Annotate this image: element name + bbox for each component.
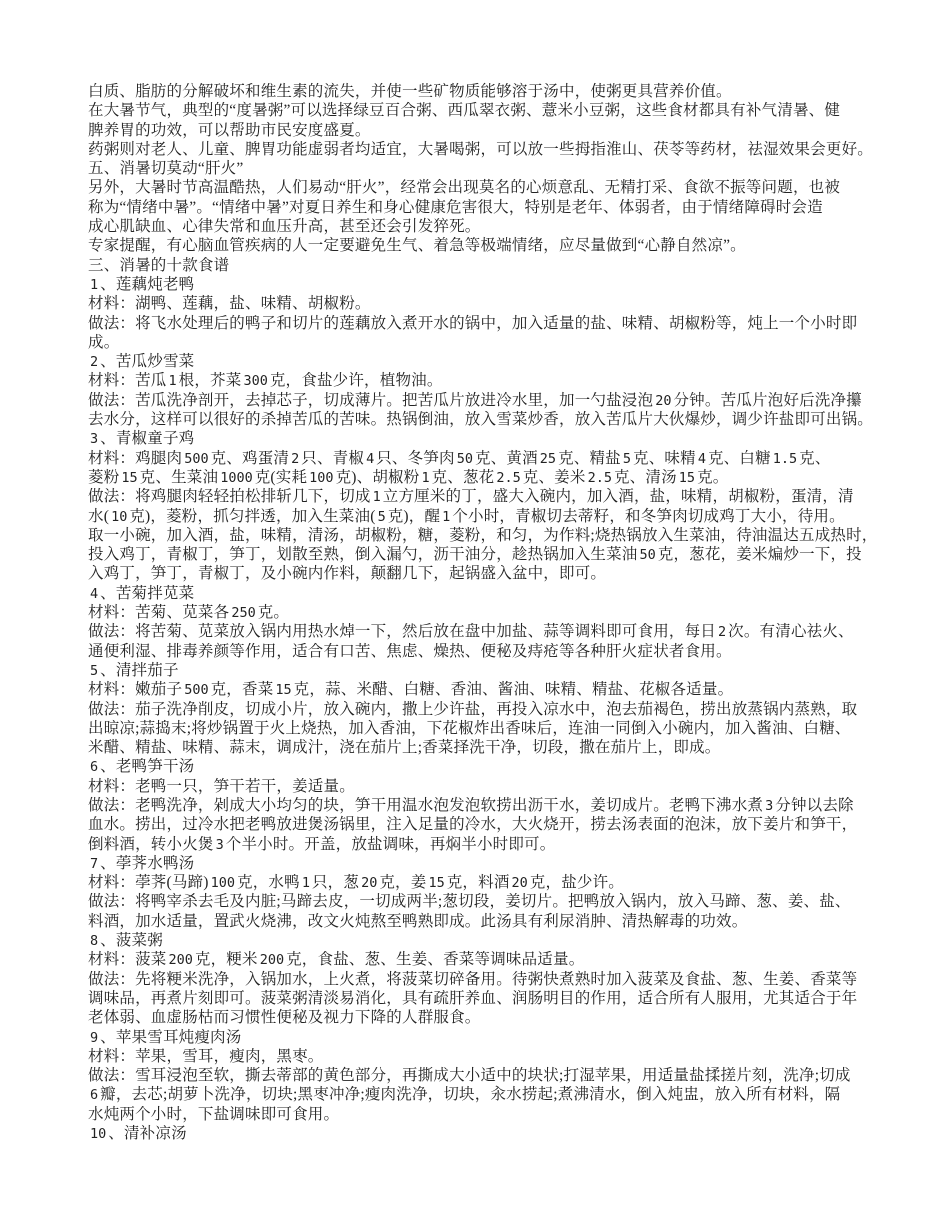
text-line: 成心肌缺血、心律失常和血压升高，甚至还会引发猝死。 <box>88 218 481 236</box>
text-line: 材料：荸荠(马蹄) 100 克，水鸭 1 只，葱 20 克，姜 15 克，料酒 20 克，盐少许。 <box>88 874 624 892</box>
text-line: 取一小碗，加入酒，盐，味精，清汤，胡椒粉，糖，菱粉，和匀，为作料;烧热锅放入生菜油，待油温达五成热时， <box>88 526 878 544</box>
numeric-value: 1 <box>421 469 430 486</box>
document-text-block <box>88 82 950 1143</box>
text-line: 在大暑节气，典型的“度暑粥”可以选择绿豆百合粥、西瓜翠衣粥、薏米小豆粥，这些食材都具有补气清暑、健 <box>88 102 841 120</box>
numeric-value: 5 <box>377 508 386 525</box>
numeric-value: 3 <box>215 836 224 853</box>
numeric-value: 1.5 <box>772 450 798 467</box>
text-line: 材料：苹果，雪耳，瘦肉，黑枣。 <box>88 1047 324 1065</box>
numeric-value: 20 <box>511 875 528 892</box>
numeric-value: 15 <box>678 469 696 486</box>
text-line: 水( 10 克)，菱粉，抓匀拌透，加入生菜油( 5 克)，醒 1 个小时，青椒切去蒂籽，和冬笋肉切成鸡丁大小，待用。 <box>88 507 845 525</box>
text-line: 出晾凉;蒜捣末;将炒锅置于火上烧热，加入香油，下花椒炸出香味后，连油一同倒入小碗内，加入酱油、白糖、 <box>88 719 851 737</box>
numeric-value: 1000 <box>220 469 253 486</box>
text-line: 入鸡丁，笋丁，青椒丁，及小碗内作料，颠翻几下，起锅盛入盆中，即可。 <box>88 565 607 583</box>
numeric-value: 10 <box>90 1126 107 1143</box>
text-line: 材料：菠菜 200 克，粳米 200 克，食盐、葱、生姜、香菜等调味品适量。 <box>88 951 585 969</box>
numeric-value: 500 <box>184 682 209 699</box>
text-line: 6 、老鸭笋干汤 <box>90 758 195 776</box>
numeric-value: 25 <box>539 450 557 467</box>
numeric-value: 50 <box>456 450 473 467</box>
numeric-value: 6 <box>90 1087 99 1104</box>
numeric-value: 100 <box>210 875 236 892</box>
text-line: 做法：将鸭宰杀去毛及内脏;马蹄去皮，一切成两半;葱切段，姜切片。把鸭放入锅内，放入马蹄、葱、姜、盐、 <box>88 893 851 911</box>
text-line: 8 、菠菜粥 <box>90 932 163 950</box>
text-line: 倒料酒，转小火煲 3 个半小时。开盖，放盐调味，再焖半小时即可。 <box>88 835 556 853</box>
numeric-value: 4 <box>90 585 99 602</box>
numeric-value: 1 <box>168 373 177 390</box>
text-line: 专家提醒，有心脑血管疾病的人一定要避免生气、着急等极端情绪，应尽量做到“心静自然凉”。 <box>88 237 746 255</box>
text-line: 3 、青椒童子鸡 <box>90 430 195 448</box>
text-line: 6 瓣，去芯;胡萝卜洗净，切块;黑枣冲净;瘦肉洗净，切块，汆水捞起;煮沸清水，倒入炖盅，放入所有材料，隔 <box>90 1086 841 1104</box>
text-line: 材料：鸡腿肉 500 克、鸡蛋清 2 只、青椒 4 只、冬笋肉 50 克、黄酒 25 克、精盐 5 克、味精 4 克、白糖 1.5 克、 <box>88 449 831 467</box>
numeric-value: 15 <box>121 469 138 486</box>
numeric-value: 250 <box>231 605 256 622</box>
text-line: 白质、脂肪的分解破坏和维生素的流失，并使一些矿物质能够溶于汤中，使粥更具营养价值。 <box>88 83 732 100</box>
text-line: 另外，大暑时节高温酷热，人们易动“肝火”，经常会出现莫名的心烦意乱、无精打采、食欲不振等问题，也被 <box>88 179 841 197</box>
text-line: 五、消暑切莫动“肝火” <box>88 160 244 178</box>
numeric-value: 2 <box>291 450 300 467</box>
numeric-value: 3 <box>90 431 99 448</box>
text-line: 2 、苦瓜炒雪菜 <box>90 353 195 371</box>
text-line: 9 、苹果雪耳炖瘦肉汤 <box>90 1028 242 1046</box>
text-line: 药粥则对老人、儿童、脾胃功能虚弱者均适宜，大暑喝粥，可以放一些拇指淮山、茯苓等药材，祛湿效果会更好。 <box>88 140 874 158</box>
text-line: 去水分，这样可以很好的杀掉苦瓜的苦味。热锅倒油，放入雪菜炒香，放入苦瓜片大伙爆炒，调少许盐即可出锅。 <box>88 411 874 429</box>
numeric-value: 2 <box>718 624 727 641</box>
text-line: 菱粉 15 克、生菜油 1000 克(实耗 100 克)、胡椒粉 1 克、葱花 2.5 克、姜米 2.5 克、清汤 15 克。 <box>88 468 729 486</box>
numeric-value: 4 <box>697 450 706 467</box>
text-line: 称为“情绪中暑”。“情绪中暑”对夏日养生和身心健康危害很大，特别是老年、体弱者，由于情绪障碍时会造 <box>88 198 823 216</box>
text-line: 老体弱、血虚肠枯而习惯性便秘及视力下降的人群服食。 <box>88 1009 481 1027</box>
text-line: 通便利湿、排毒养颜等作用，适合有口苦、焦虑、燥热、便秘及痔疮等各种肝火症状者食用。 <box>88 642 732 660</box>
numeric-value: 1 <box>90 276 99 293</box>
numeric-value: 9 <box>90 1029 99 1046</box>
numeric-value: 5 <box>90 662 99 679</box>
numeric-value: 2.5 <box>496 469 521 486</box>
text-line: 材料：嫩茄子 500 克，香菜 15 克，蒜、米醋、白糖、香油、酱油、味精、精盐、花椒各适量。 <box>88 681 734 699</box>
text-line: 做法：苦瓜洗净剖开，去掉芯子，切成薄片。把苦瓜片放进冷水里，加一勺盐浸泡 20 分钟。苦瓜片泡好后洗净攥 <box>88 391 862 409</box>
numeric-value: 1 <box>301 875 310 892</box>
numeric-value: 200 <box>259 952 285 969</box>
numeric-value: 1 <box>372 489 381 506</box>
text-line: 5 、清拌茄子 <box>90 661 179 679</box>
numeric-value: 4 <box>366 450 375 467</box>
numeric-value: 2 <box>90 354 99 371</box>
text-line: 1 、莲藕炖老鸭 <box>90 275 195 293</box>
numeric-value: 20 <box>655 392 672 409</box>
numeric-value: 7 <box>90 855 99 872</box>
text-line: 血水。捞出，过冷水把老鸭放进煲汤锅里，注入足量的冷水，大火烧开，捞去汤表面的泡沫，放下姜片和笋干， <box>88 816 858 834</box>
text-line: 7 、荸荠水鸭汤 <box>90 854 195 872</box>
numeric-value: 15 <box>275 682 292 699</box>
text-line: 材料：老鸭一只，笋干若干，姜适量。 <box>88 777 355 795</box>
text-line: 材料：苦菊、苋菜各 250 克。 <box>88 604 290 622</box>
text-line: 做法：老鸭洗净，剁成大小均匀的块，笋干用温水泡发泡软捞出沥干水，姜切成片。老鸭下沸水煮 3 分钟以去除 <box>88 796 854 814</box>
text-line: 做法：先将粳米洗净，入锅加水，上火煮，将菠菜切碎备用。待粥快煮熟时加入菠菜及食盐、葱、生姜、香菜等 <box>88 970 858 988</box>
text-line: 三、消暑的十款食谱 <box>88 256 230 274</box>
numeric-value: 15 <box>428 875 445 892</box>
text-line: 10 、清补凉汤 <box>90 1125 187 1143</box>
text-line: 投入鸡丁，青椒丁，笋丁，划散至熟，倒入漏勺，沥干油分，趁热锅加入生菜油 50 克，葱花，姜米煸炒一下，投 <box>88 546 862 564</box>
text-line: 4 、苦菊拌苋菜 <box>90 584 195 602</box>
numeric-value: 6 <box>90 759 99 776</box>
numeric-value: 100 <box>309 469 334 486</box>
numeric-value: 3 <box>765 797 774 814</box>
text-line: 材料：苦瓜 1 根，芥菜 300 克，食盐少许，植物油。 <box>88 372 443 390</box>
text-line: 做法：将飞水处理后的鸭子和切片的莲藕放入煮开水的锅中，加入适量的盐、味精、胡椒粉等，炖上一个小时即 <box>88 314 858 332</box>
numeric-value: 5 <box>622 450 632 467</box>
numeric-value: 300 <box>243 373 268 390</box>
text-line: 调味品，再煮片刻即可。菠菜粥清淡易消化，具有疏肝养血、润肠明目的作用，适合所有人服用，尤其适合于年 <box>88 989 858 1007</box>
numeric-value: 500 <box>184 450 209 467</box>
numeric-value: 1 <box>442 508 451 525</box>
text-line: 做法：将鸡腿肉轻轻拍松排斩几下，切成 1 立方厘米的丁，盛大入碗内，加入酒，盐，味精，胡椒粉，蛋清，清 <box>88 488 854 506</box>
text-line: 做法：茄子洗净削皮，切成小片，放入碗内，撒上少许盐，再投入凉水中，泡去茄褐色，捞出放蒸锅内蒸熟，取 <box>88 700 858 718</box>
numeric-value: 200 <box>168 952 193 969</box>
text-line: 做法：将苦菊、苋菜放入锅内用热水焯一下，然后放在盘中加盐、蒜等调料即可食用，每日 2 次。有清心祛火、 <box>88 623 854 641</box>
text-line: 米醋、精盐、味精、蒜末，调成汁，浇在茄片上;香菜择洗干净，切段，撒在茄片上，即成。 <box>88 739 721 757</box>
numeric-value: 8 <box>90 933 99 950</box>
text-line: 做法：雪耳浸泡至软，撕去蒂部的黄色部分，再撕成大小适中的块状;打湿苹果，用适量盐揉搓片刻，洗净;切成 <box>88 1067 851 1085</box>
text-line: 成。 <box>88 333 120 351</box>
text-line: 水炖两个小时，下盐调味即可食用。 <box>88 1105 340 1123</box>
numeric-value: 10 <box>111 508 128 525</box>
numeric-value: 20 <box>361 875 378 892</box>
numeric-value: 2.5 <box>587 469 612 486</box>
numeric-value: 50 <box>639 547 656 564</box>
text-line: 材料：湖鸭、莲藕，盐、味精、胡椒粉。 <box>88 295 371 313</box>
text-line: 料酒，加水适量，置武火烧沸，改文火炖熬至鸭熟即成。此汤具有利尿消肿、清热解毒的功效。 <box>88 912 748 930</box>
text-line: 脾养胃的功效，可以帮助市民安度盛夏。 <box>88 121 371 139</box>
